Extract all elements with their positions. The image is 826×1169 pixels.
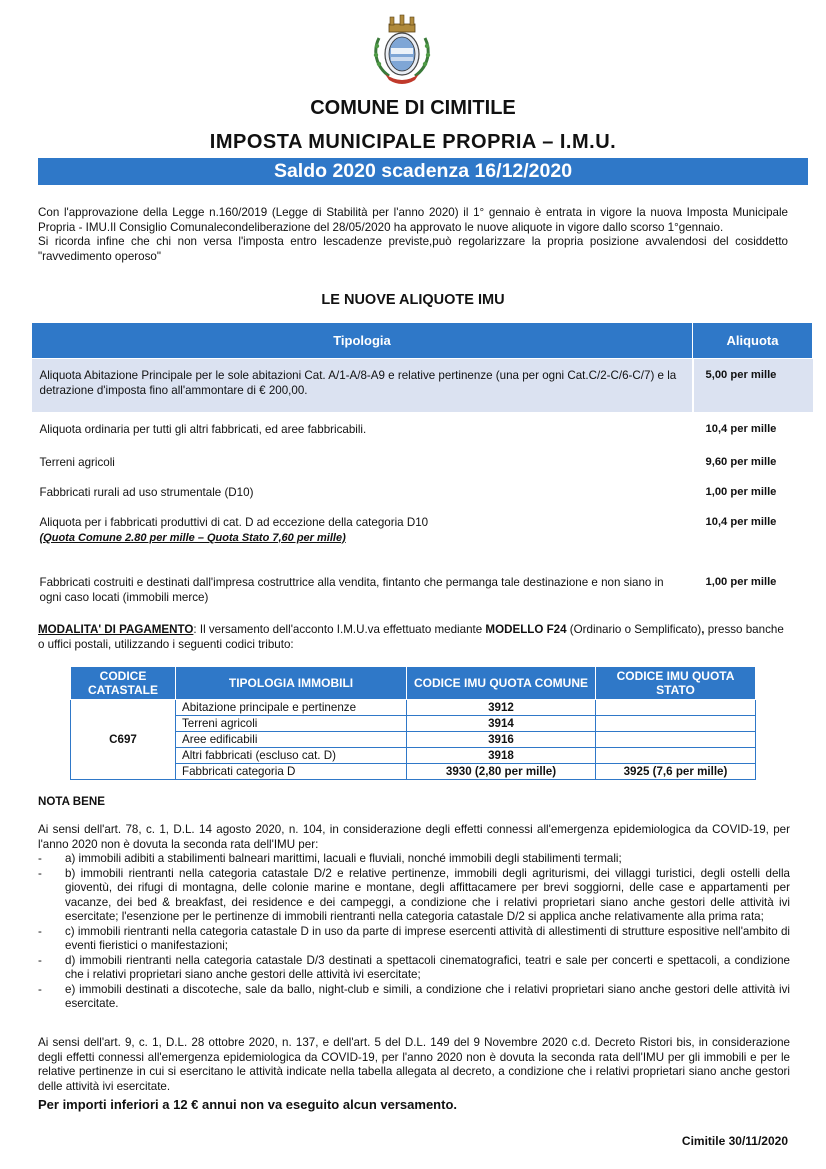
ristori-text: Ai sensi dell'art. 9, c. 1, D.L. 28 ottobre 2020, n. 137, e dell'art. 5 del D.L. 149 del 9 Novembre 2020 c.d. Decreto Ristori bis, in considerazione degli effetti connessi all'emergenza epidemiologica da COVID-19, per l'anno 2020 non è dovuta la seconda rata dell'IMU per gli immobili e per le relative pertinenze in cui si esercitano le attività indicate nella tabella allegata al decreto, a condizione che i relativi proprietari siano anche gestori delle attività ivi esercitate.	[38, 1036, 790, 1093]
codice-catastale: C697	[71, 700, 176, 780]
code-stato	[596, 700, 756, 716]
codes-header-row	[71, 667, 756, 700]
document-date: Cimitile 30/11/2020	[681, 1134, 788, 1148]
payment-comma: ,	[701, 623, 705, 636]
code-stato	[596, 716, 756, 732]
payment-text: presso banche o uffici postali, utilizzando i seguenti codici tributo:	[38, 623, 784, 651]
rate-value: 10,4 per mille	[693, 413, 813, 446]
rate-description: Terreni agricoli	[32, 446, 693, 476]
list-dash: -	[38, 852, 42, 865]
rate-value: 5,00 per mille	[693, 359, 813, 413]
rate-description-text: Aliquota per i fabbricati produttivi di cat. D ad eccezione della categoria D10	[39, 516, 429, 529]
col-aliquota: Aliquota	[693, 323, 813, 359]
rates-table	[31, 322, 813, 610]
nota-intro: Ai sensi dell'art. 78, c. 1, D.L. 14 agosto 2020, n. 104, in considerazione degli effetti connessi all'emergenza epidemiologica da COVID-19, per l'anno 2020 non è dovuta la seconda rata dell'IMU per:	[38, 823, 790, 851]
list-dash: -	[38, 924, 42, 938]
table-row	[32, 566, 813, 610]
list-item-text: b) immobili rientranti nella categoria catastale D/2 e relative pertinenze, immobili degli agriturismi, dei villaggi turistici, degli ostelli della gioventù, dei rifugi di montagna, delle colonie marine e montane, degli affittacamere per brevi soggiorni, delle case e appartamenti per vacanze, dei bed & breakfast, dei residence e dei campeggi, a condizione che i relativi proprietari siano anche gestori delle attività ivi esercitate; l'esenzione per le pertinenze di immobili rientranti nella categoria catastale D/2 si applica anche relativamente alla prima rata;	[65, 866, 790, 923]
code-comune: 3916	[407, 732, 596, 748]
list-item-text: e) immobili destinati a discoteche, sale da ballo, night-club e simili, a condizione che i relativi proprietari siano anche gestori delle attività ivi esercitate.	[65, 982, 790, 1010]
quota-split-note: (Quota Comune 2.80 per mille – Quota Stato 7,60 per mille)	[39, 531, 346, 544]
intro-paragraph: Si ricorda infine che chi non versa l'imposta entro lescadenze previste,può regolarizzare la propria posizione avvalendosi del cosiddetto "ravvedimento operoso"	[38, 235, 788, 263]
rate-value: 1,00 per mille	[693, 566, 813, 610]
code-comune: 3912	[407, 700, 596, 716]
property-type: Altri fabbricati (escluso cat. D)	[176, 748, 407, 764]
table-row	[71, 700, 756, 716]
rate-description: Fabbricati rurali ad uso strumentale (D10)	[32, 476, 693, 506]
rate-description: Aliquota Abitazione Principale per le sole abitazioni Cat. A/1-A/8-A9 e relative pertinenze (una per ogni Cat.C/2-C/6-C/7) e la detrazione d'imposta fino all'ammontare di € 200,00.	[32, 359, 693, 413]
intro-paragraph: Con l'approvazione della Legge n.160/2019 (Legge di Stabilità per l'anno 2020) il 1° gennaio è entrata in vigore la nuova Imposta Municipale Propria - IMU.Il Consiglio Comunalecondeliberazione del 28/05/2020 ha approvato le nuove aliquote in vigore dallo scorso 1°gennaio.	[38, 206, 788, 234]
threshold-note: Per importi inferiori a 12 € annui non va eseguito alcun versamento.	[38, 1097, 458, 1112]
comune-title: COMUNE DI CIMITILE	[310, 97, 516, 119]
rate-value: 10,4 per mille	[693, 506, 813, 566]
payment-text: : Il versamento dell'acconto I.M.U.va effettuato mediante	[193, 623, 486, 636]
tax-codes-table	[70, 666, 756, 780]
col-codice-comune: CODICE IMU QUOTA COMUNE	[407, 667, 596, 700]
table-row	[32, 413, 813, 446]
exemption-list	[38, 852, 790, 1012]
table-row	[32, 446, 813, 476]
tax-title: IMPOSTA MUNICIPALE PROPRIA – I.M.U.	[209, 131, 617, 153]
table-row	[32, 359, 813, 413]
rate-description	[32, 506, 693, 566]
rate-description: Fabbricati costruiti e destinati dall'impresa costruttrice alla vendita, fintanto che permanga tale destinazione e non siano in ogni caso locati (immobili merce)	[32, 566, 693, 610]
payment-model: MODELLO F24	[485, 623, 567, 636]
intro-text	[38, 206, 788, 264]
list-dash: -	[38, 982, 42, 996]
list-item-text: a) immobili adibiti a stabilimenti balneari marittimi, lacuali e fluviali, nonché immobili degli stabilimenti termali;	[65, 852, 622, 865]
rates-header-row	[32, 323, 813, 359]
list-dash: -	[38, 866, 42, 880]
code-stato	[596, 732, 756, 748]
list-item	[38, 852, 790, 867]
code-comune: 3930 (2,80 per mille)	[407, 764, 596, 780]
list-item-text: c) immobili rientranti nella categoria catastale D in uso da parte di imprese esercenti attività di allestimenti di strutture espositive nell'ambito di eventi fieristici o manifestazioni;	[65, 924, 790, 952]
col-tipologia-immobili: TIPOLOGIA IMMOBILI	[176, 667, 407, 700]
rates-title: LE NUOVE ALIQUOTE IMU	[321, 292, 505, 308]
nota-bene-heading: NOTA BENE	[38, 795, 105, 808]
rate-description: Aliquota ordinaria per tutti gli altri fabbricati, ed aree fabbricabili.	[32, 413, 693, 446]
list-item	[38, 925, 790, 954]
code-stato	[596, 748, 756, 764]
col-codice-catastale: CODICE CATASTALE	[71, 667, 176, 700]
list-item	[38, 983, 790, 1012]
nota-bene-text	[38, 823, 790, 1012]
code-comune: 3918	[407, 748, 596, 764]
code-stato: 3925 (7,6 per mille)	[596, 764, 756, 780]
ristori-paragraph	[38, 1036, 790, 1094]
table-row	[32, 476, 813, 506]
list-item-text: d) immobili rientranti nella categoria catastale D/3 destinati a spettacoli cinematografici, teatri e sale per concerti e spettacoli, a condizione che i relativi proprietari siano anche gestori delle attività ivi esercitate;	[65, 953, 790, 981]
property-type: Abitazione principale e pertinenze	[176, 700, 407, 716]
payment-instructions	[38, 623, 793, 652]
property-type: Fabbricati categoria D	[176, 764, 407, 780]
list-dash: -	[38, 953, 42, 967]
code-comune: 3914	[407, 716, 596, 732]
payment-text: (Ordinario o Semplificato)	[566, 623, 702, 636]
table-row	[32, 506, 813, 566]
coat-of-arms-icon	[369, 14, 435, 86]
deadline-banner: Saldo 2020 scadenza 16/12/2020	[38, 158, 808, 185]
col-tipologia: Tipologia	[32, 323, 693, 359]
rate-value: 9,60 per mille	[693, 446, 813, 476]
rate-value: 1,00 per mille	[693, 476, 813, 506]
payment-label: MODALITA' DI PAGAMENTO	[38, 623, 194, 636]
col-codice-stato: CODICE IMU QUOTA STATO	[596, 667, 756, 700]
list-item	[38, 954, 790, 983]
property-type: Aree edificabili	[176, 732, 407, 748]
list-item	[38, 867, 790, 925]
property-type: Terreni agricoli	[176, 716, 407, 732]
